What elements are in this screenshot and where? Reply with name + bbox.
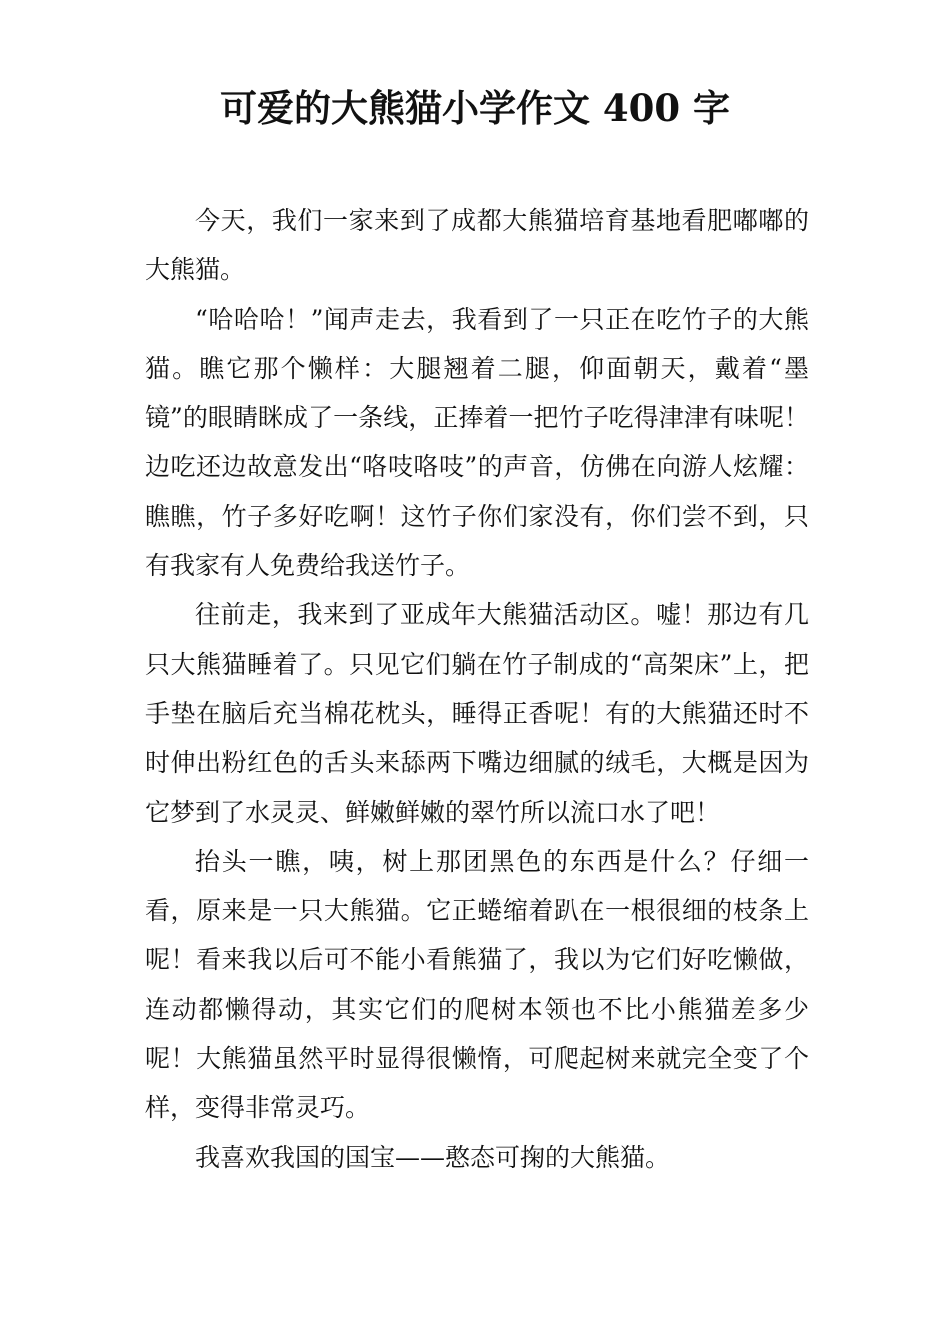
essay-body	[145, 196, 809, 1182]
paragraph: 往前走，我来到了亚成年大熊猫活动区。嘘！那边有几只大熊猫睡着了。只见它们躺在竹子制成的“高架床”上，把手垫在脑后充当棉花枕头，睡得正香呢！有的大熊猫还时不时伸出粉红色的舌头来舔两下嘴边细腻的绒毛，大概是因为它梦到了水灵灵、鲜嫩鲜嫩的翠竹所以流口水了吧！	[145, 600, 809, 827]
page-title: 可爱的大熊猫小学作文 400 字	[220, 86, 730, 130]
paragraph: “哈哈哈！”闻声走去，我看到了一只正在吃竹子的大熊猫。瞧它那个懒样：大腿翘着二腿，仰面朝天，戴着“墨镜”的眼睛眯成了一条线，正捧着一把竹子吃得津津有味呢！边吃还边故意发出“咯吱咯吱”的声音，仿佛在向游人炫耀：瞧瞧，竹子多好吃啊！这竹子你们家没有，你们尝不到，只有我家有人免费给我送竹子。	[145, 304, 809, 581]
paragraph: 今天，我们一家来到了成都大熊猫培育基地看肥嘟嘟的大熊猫。	[145, 206, 809, 285]
paragraph: 我喜欢我国的国宝——憨态可掬的大熊猫。	[195, 1142, 671, 1172]
paragraph: 抬头一瞧，咦，树上那团黑色的东西是什么？仔细一看，原来是一只大熊猫。它正蜷缩着趴在一根很细的枝条上呢！看来我以后可不能小看熊猫了，我以为它们好吃懒做，连动都懒得动，其实它们的爬树本领也不比小熊猫差多少呢！大熊猫虽然平时显得很懒惰，可爬起树来就完全变了个样，变得非常灵巧。	[145, 846, 809, 1123]
